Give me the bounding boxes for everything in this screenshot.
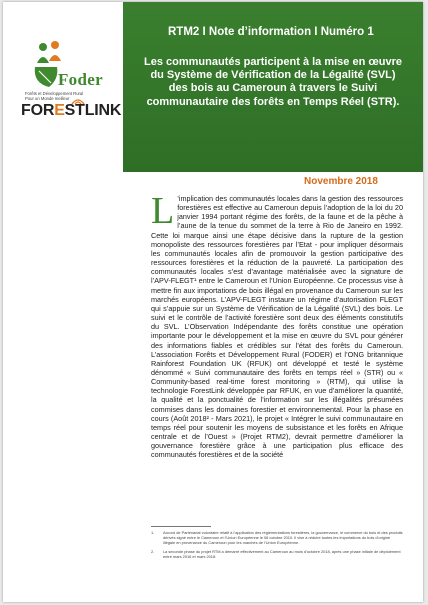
footnote-divider <box>151 526 211 527</box>
footnotes <box>151 530 403 563</box>
note-title: RTM2 I Note d’information I Numéro 1 <box>168 26 374 38</box>
forestlink-logo: FORESTLINK <box>21 102 122 119</box>
foder-subtitle: Forêts et Développement Rural Pour un Monde meilleur <box>25 91 84 101</box>
main-title: Les communautés participent à la mise en œuvre du Système de Vérification de la Légalité (SVL) des bois au Cameroun à travers le Suivi communautaire des forêts en Temps Réel (STR). <box>144 56 402 108</box>
body-text: ’implication des communautés locales dans la gestion des ressources forestières est effective au Cameroun depuis l’adoption de la loi du 20 janvier 1994 portant régime des forêts, de la faune et de la pêche à l’aune de la tenue du sommet de la terre à Rio de Janeiro en 1992. Cette loi marque ainsi une étape décisive dans la rupture de la gestion monopoliste des ressources forestières par l’Etat - pour impliquer désormais les communautés locales afin de promouvoir la gestion participative des ressources forestières et la réduction de la pauvreté. La participation des communautés locales s’est d’avantage matérialisée avec la signature de l’APV-FLEGT¹ entre le Cameroun et l’Union Européenne. Ce processus vise à mettre fin aux importations de bois illégal en provenance du Cameroun sur les marchés européens. L’APV-FLEGT instaure un régime d’autorisation FLEGT qui s’appuie sur un Système de Vérification de la Légalité (SVL) des bois. Le suivi et le contrôle de l’activité forestière sont deux des éléments constitutifs du SVL. L’Observation Indépendante des forêts constitue une opération importante pour le développement et la mise en œuvre du SVL pour générer des informations fiables et crédibles sur l’état des forêts du Cameroun. L’association Forêts et Développement Rural (FODER) et l’ONG britannique Rainforest Foundation UK (RFUK) ont développé et testé le système dénommé « Suivi communautaire des forêts en temps réel » (STR) ou « Community-based real-time forest monitoring » (RTM), qui utilise la technologie ForestLink développée par RFUK, en vue d’améliorer la quantité, la qualité et la ponctualité de l’information sur les illégalités présumées commises dans les domaines forestier et environnemental. Pour la phase en cours (Août 2018² - Mars 2021), le projet « Intégrer le suivi communautaire en temps réel pour soutenir les moyens de subsistance et les forêts en Afrique centrale et de l’Ouest » (Projet RTM2), devrait permettre d’améliorer la gouvernance forestière grâce à une participation plus efficace des communautés forestières et de la société <box>151 194 403 460</box>
foder-name: Foder <box>58 70 103 89</box>
footnote-1: 1. Accord de Partenariat volontaire relatif à l’application des réglementations forestières, la gouvernance, le commerce du bois et des produits dérivés signé entre le Cameroun et l’Union Européenne le 06 octobre 2010. Il vise à réduire toutes les importations du bois d’origine illégale en provenance du Cameroun pour les marchés de l’Union Européenne. <box>151 530 403 545</box>
footnote-2: 2. La seconde phase du projet RTM a démarré effectivement au Cameroun au mois d’octobre 2018, après une phase initiale de déploiement entre mars 2016 et mars 2018. <box>151 549 401 559</box>
body-paragraph <box>151 190 403 460</box>
logo-panel <box>3 2 123 172</box>
document-page <box>3 2 423 602</box>
publication-date: Novembre 2018 <box>304 176 378 187</box>
drop-cap: L <box>151 190 175 232</box>
